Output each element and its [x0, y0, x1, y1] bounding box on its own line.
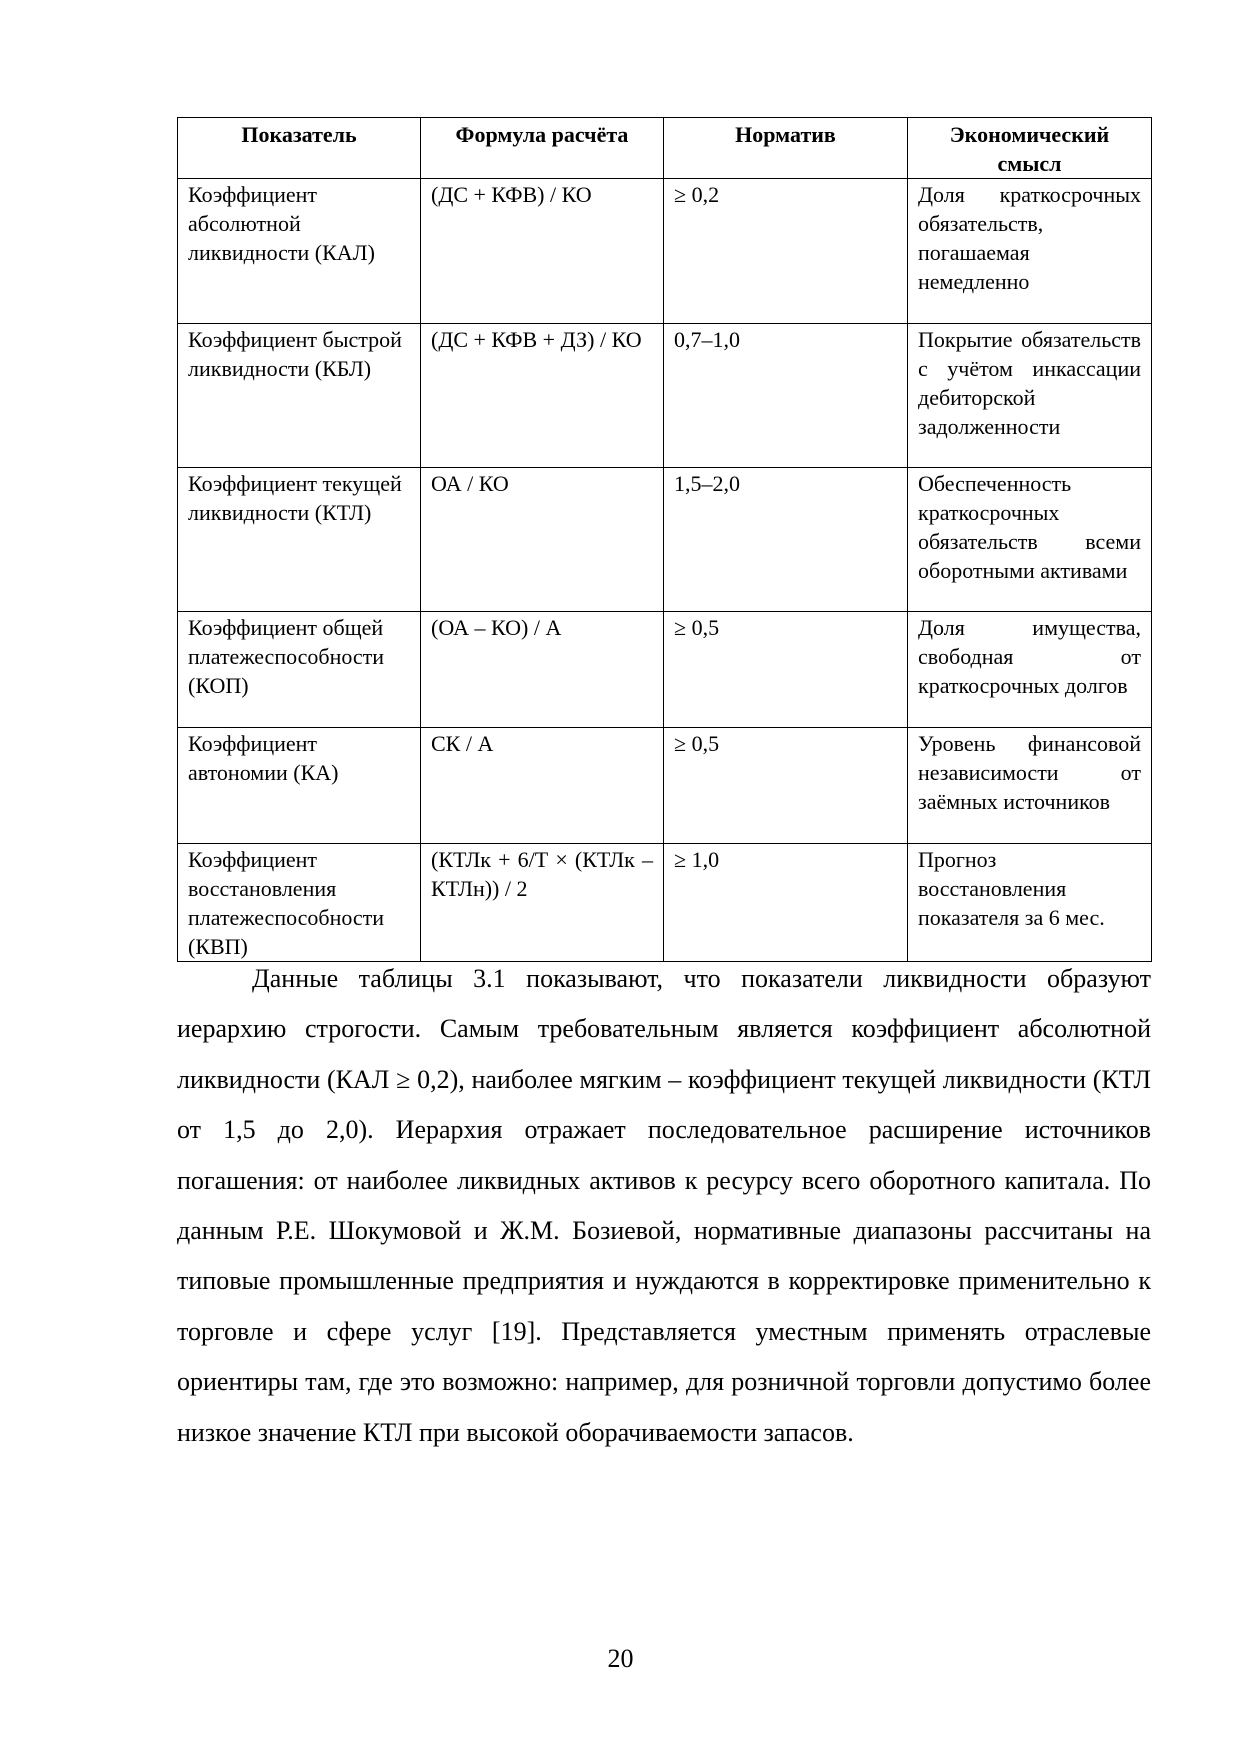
header-indicator: Показатель — [178, 118, 421, 179]
table-row — [178, 612, 1152, 728]
cell-indicator: Коэффициент текущей ликвидности (КТЛ) — [178, 468, 421, 612]
cell-indicator: Коэффициент быстрой ликвидности (КБЛ) — [178, 324, 421, 468]
cell-formula: (КТЛк + 6/Т × (КТЛк – КТЛн)) / 2 — [421, 844, 664, 962]
cell-meaning: Доля краткосрочных обязательств, погашаемая немедленно — [908, 179, 1152, 324]
cell-norm: 0,7–1,0 — [664, 324, 908, 468]
cell-indicator: Коэффициент общей платежеспособности (КОП) — [178, 612, 421, 728]
cell-norm: ≥ 1,0 — [664, 844, 908, 962]
cell-formula: (ДС + КФВ) / КО — [421, 179, 664, 324]
table-header-row — [178, 118, 1152, 179]
table-row — [178, 324, 1152, 468]
cell-formula: (ДС + КФВ + ДЗ) / КО — [421, 324, 664, 468]
cell-formula: ОА / КО — [421, 468, 664, 612]
cell-norm: ≥ 0,5 — [664, 728, 908, 844]
cell-norm: ≥ 0,5 — [664, 612, 908, 728]
cell-formula: СК / А — [421, 728, 664, 844]
body-paragraph: Данные таблицы 3.1 показывают, что показатели ликвидности образуют иерархию строгости. Самым требовательным является коэффициент абсолютной ликвидности (КАЛ ≥ 0,2), наиболее мягким – коэффициент текущей ликвидности (КТЛ от 1,5 до 2,0). Иерархия отражает последовательное расширение источников погашения: от наиболее ликвидных активов к ресурсу всего оборотного капитала. По данным Р.Е. Шокумовой и Ж.М. Бозиевой, нормативные диапазоны рассчитаны на типовые промышленные предприятия и нуждаются в корректировке применительно к торговле и сфере услуг [19]. Представляется уместным применять отраслевые ориентиры там, где это возможно: например, для розничной торговли допустимо более низкое значение КТЛ при высокой оборачиваемости запасов. — [177, 964, 1151, 1447]
cell-meaning: Доля имущества, свободная от краткосрочных долгов — [908, 612, 1152, 728]
cell-meaning: Обеспеченность краткосрочных обязательств всеми оборотными активами — [908, 468, 1152, 612]
cell-indicator: Коэффициент абсолютной ликвидности (КАЛ) — [178, 179, 421, 324]
table-row — [178, 844, 1152, 962]
cell-formula: (ОА – КО) / А — [421, 612, 664, 728]
table-row — [178, 179, 1152, 324]
cell-meaning: Уровень финансовой независимости от заёмных источников — [908, 728, 1152, 844]
page-number: 20 — [607, 1644, 634, 1673]
header-meaning: Экономический смысл — [908, 118, 1152, 179]
table-row — [178, 468, 1152, 612]
cell-indicator: Коэффициент автономии (КА) — [178, 728, 421, 844]
header-norm: Норматив — [664, 118, 908, 179]
cell-indicator: Коэффициент восстановления платежеспособности (КВП) — [178, 844, 421, 962]
liquidity-indicators-table — [177, 117, 1152, 962]
cell-meaning: Покрытие обязательств с учётом инкассации дебиторской задолженности — [908, 324, 1152, 468]
cell-meaning: Прогноз восстановления показателя за 6 мес. — [908, 844, 1152, 962]
header-formula: Формула расчёта — [421, 118, 664, 179]
cell-norm: ≥ 0,2 — [664, 179, 908, 324]
cell-norm: 1,5–2,0 — [664, 468, 908, 612]
table-row — [178, 728, 1152, 844]
